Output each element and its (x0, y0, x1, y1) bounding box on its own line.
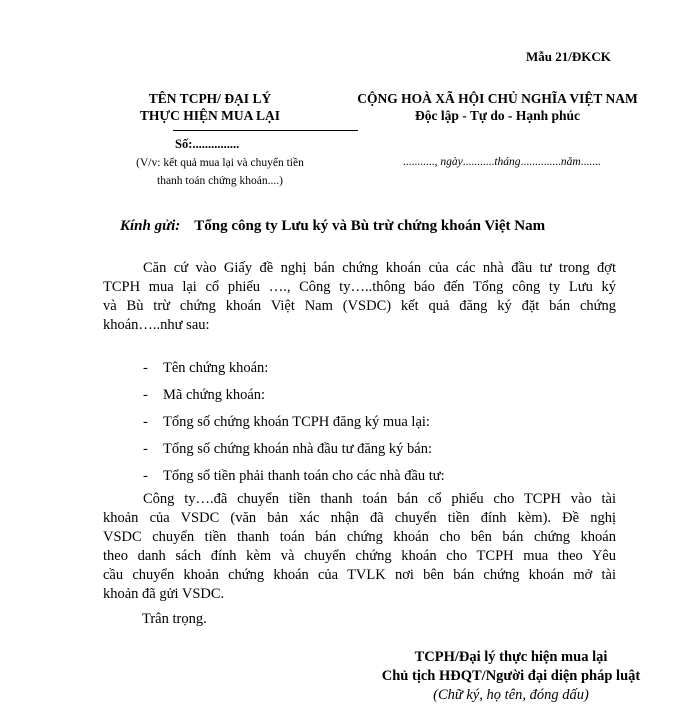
paragraph-line: VSDC chuyển tiền thanh toán bán chứng khoán cho bên bán chứng khoán (103, 529, 616, 545)
date-place: ..........., (403, 156, 441, 168)
date-day-label: ngày (440, 156, 463, 168)
paragraph-line: Công ty….đã chuyển tiền thanh toán bán cổ phiếu cho TCPH vào tài (143, 491, 616, 507)
issuer-name-block (120, 90, 300, 124)
paragraph-line: khoán…..như sau: (103, 317, 210, 333)
bullet-dash: - (143, 360, 148, 376)
bullet-list (143, 359, 445, 494)
bullet-dash: - (143, 387, 148, 403)
form-code: Mẫu 21/ĐKCK (526, 49, 611, 64)
date-year-blank: ....... (580, 156, 601, 168)
list-item-label: Tổng số chứng khoán TCPH đăng ký mua lại: (163, 414, 430, 430)
date-month-blank: .............. (520, 156, 561, 168)
paragraph-line: Căn cứ vào Giấy đề nghị bán chứng khoán của các nhà đầu tư trong đợt (143, 260, 616, 276)
header-divider (173, 130, 358, 131)
paragraph-line: và Bù trừ chứng khoán Việt Nam (VSDC) kết quả đăng ký đặt bán chứng (103, 298, 616, 314)
list-item-label: Tên chứng khoán: (163, 360, 269, 376)
paragraph-line: khoản đã gửi VSDC. (103, 586, 225, 602)
list-item (143, 440, 445, 467)
national-header (340, 90, 655, 124)
nation-title: CỘNG HOÀ XÃ HỘI CHỦ NGHĨA VIỆT NAM (357, 91, 638, 106)
bullet-dash: - (143, 468, 148, 484)
list-item-label: Tổng số tiền phải thanh toán cho các nhà đầu tư: (163, 468, 445, 484)
list-item-label: Mã chứng khoán: (163, 387, 266, 403)
signature-line2: Chủ tịch HĐQT/Người đại diện pháp luật (381, 668, 641, 684)
nation-motto: Độc lập - Tự do - Hạnh phúc (414, 108, 581, 123)
list-item (143, 359, 445, 386)
closing-regards: Trân trọng. (142, 611, 207, 627)
list-item (143, 413, 445, 440)
date-day-blank: ........... (462, 156, 495, 168)
date-month-label: tháng (494, 156, 521, 168)
list-item (143, 386, 445, 413)
paragraph-line: cầu chuyển khoản chứng khoán của TVLK nơi bên bán chứng khoán mở tài (103, 567, 616, 583)
list-item-label: Tổng số chứng khoán nhà đầu tư đăng ký bán: (163, 441, 433, 457)
recipient-label: Kính gửi: (120, 218, 181, 234)
signature-line1: TCPH/Đại lý thực hiện mua lại (414, 649, 608, 665)
date-year-label: năm (560, 156, 581, 168)
signature-block (355, 648, 667, 705)
paragraph-line: theo danh sách đính kèm và chuyển chứng khoán cho TCPH mua theo Yêu (103, 548, 616, 564)
date-line (403, 156, 601, 168)
issuer-name-line2: THỰC HIỆN MUA LẠI (139, 108, 281, 123)
paragraph-line: TCPH mua lại cổ phiếu …., Công ty…..thông báo đến Tổng công ty Lưu ký (103, 279, 616, 295)
body-paragraph-2 (103, 490, 616, 604)
paragraph-line: khoản của VSDC (văn bản xác nhận đã chuyển tiền đính kèm). Đề nghị (103, 510, 616, 526)
subject-line2: thanh toán chứng khoán....) (157, 175, 283, 187)
document-number: Số:............... (175, 137, 240, 151)
subject-line1: (V/v: kết quả mua lại và chuyển tiền (136, 157, 304, 169)
issuer-name-line1: TÊN TCPH/ ĐẠI LÝ (148, 91, 272, 106)
bullet-dash: - (143, 441, 148, 457)
signature-note: (Chữ ký, họ tên, đóng dấu) (433, 687, 589, 703)
recipient-name: Tổng công ty Lưu ký và Bù trừ chứng khoán Việt Nam (194, 218, 546, 234)
recipient-line (120, 218, 545, 235)
subject-line (105, 154, 335, 190)
bullet-dash: - (143, 414, 148, 430)
body-paragraph-1 (103, 259, 616, 335)
